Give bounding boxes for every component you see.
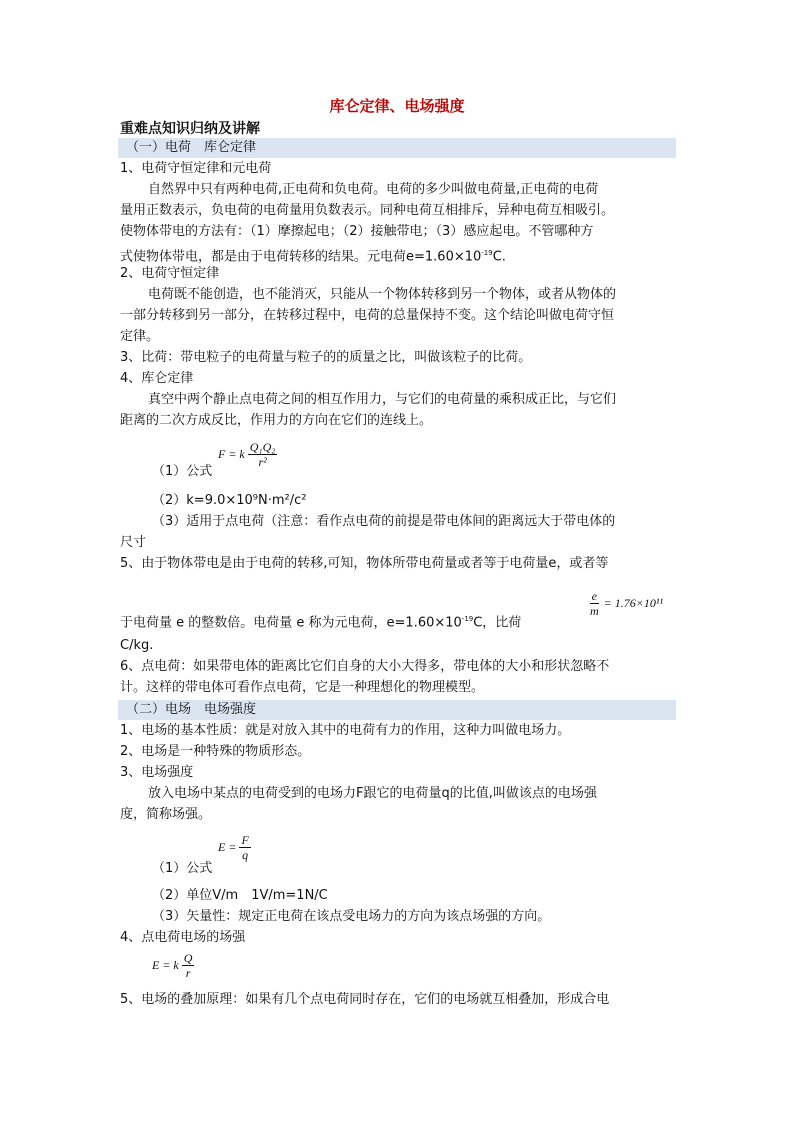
- formula-fraction: [588, 589, 601, 618]
- field-item-5: 5、电场的叠加原理：如果有几个点电荷同时存在，它们的电场就互相叠加，形成合电: [120, 992, 610, 1007]
- coulomb-law-formula: [218, 440, 277, 469]
- field-strength-formula: [218, 833, 251, 862]
- formula-numerator: Q₁Q₂: [249, 440, 276, 454]
- item-3-specific-charge: 3、比荷：带电粒子的电荷量与粒子的的质量之比，叫做该粒子的比荷。: [120, 350, 532, 365]
- subtitle: 重难点知识归纳及讲解: [120, 121, 260, 137]
- field-unit: （2）单位V/m 1V/m=1N/C: [152, 888, 328, 903]
- formula-numerator: Q: [183, 951, 193, 965]
- formula-numerator: F: [241, 833, 249, 847]
- paragraph-1-line-2: 量用正数表示，负电荷的电荷量用负数表示。同种电荷互相排斥，异种电荷互相吸引。: [120, 203, 615, 218]
- field-paragraph-line-2: 度，简称场强。: [120, 807, 212, 822]
- item-6-line-1: 6、点电荷：如果带电体的距离比它们自身的大小大得多，带电体的大小和形状忽略不: [120, 659, 610, 674]
- paragraph-2-line-1: 电荷既不能创造，也不能消灭，只能从一个物体转移到另一个物体，或者从物体的: [148, 287, 617, 302]
- unit-text: C.: [492, 249, 506, 265]
- item-5-line-1: 5、由于物体带电是由于电荷的转移,可知，物体所带电荷量或者等于电荷量e，或者等: [120, 556, 609, 571]
- item-5-line-2: [120, 610, 521, 632]
- paragraph-1-line-1: 自然界中只有两种电荷,正电荷和负电荷。电荷的多少叫做电荷量,正电荷的电荷: [148, 182, 599, 197]
- field-item-3-heading: 3、电场强度: [120, 765, 194, 780]
- coulomb-constant: （2）k=9.0×10⁹N·m²/c²: [152, 493, 307, 508]
- exponent: -19: [481, 249, 493, 257]
- formula-fraction: [182, 951, 195, 980]
- formula-denominator: m: [590, 604, 599, 618]
- paragraph-4-line-2: 距离的二次方成反比，作用力的方向在它们的连线上。: [120, 413, 433, 428]
- formula-denominator: q: [242, 848, 249, 862]
- paragraph-1-line-4: [120, 244, 506, 266]
- specific-charge-formula: [588, 589, 663, 618]
- formula-rhs: = 1.76×10¹¹: [603, 596, 664, 610]
- formula-lhs: F = k: [218, 447, 245, 461]
- formula-fraction: [239, 833, 250, 862]
- formula-numerator: e: [591, 589, 597, 603]
- field-paragraph-line-1: 放入电场中某点的电荷受到的电场力F跟它的电荷量q的比值,叫做该点的电场强: [148, 786, 597, 801]
- section-heading-charge: （一）电荷 库仑定律: [118, 138, 676, 158]
- paragraph-2-line-3: 定律。: [120, 329, 160, 344]
- formula-denominator: r: [185, 966, 191, 980]
- section-heading-field: （二）电场 电场强度: [118, 700, 676, 720]
- item-2-heading: 2、电荷守恒定律: [120, 266, 220, 281]
- paragraph-1-line-3: 使物体带电的方法有：（1）摩擦起电；（2）接触带电；（3）感应起电。不管哪种方: [120, 224, 594, 239]
- item-5-line-2-text: 于电荷量 e 的整数倍。电荷量 e 称为元电荷，e=1.60×10: [120, 615, 462, 631]
- exponent: -19: [461, 615, 474, 623]
- applicability-line-1: （3）适用于点电荷（注意：看作点电荷的前提是带电体间的距离远大于带电体的: [152, 514, 616, 529]
- paragraph-1-line-4-text: 式使物体带电，都是由于电荷转移的结果。元电荷e=1.60×10: [120, 249, 482, 265]
- applicability-line-2: 尺寸: [120, 535, 147, 550]
- field-vector-property: （3）矢量性：规定正电荷在该点受电场力的方向为该点场强的方向。: [152, 909, 551, 924]
- field-item-4-heading: 4、点电荷电场的场强: [120, 930, 246, 945]
- item-4-heading: 4、库仑定律: [120, 371, 194, 386]
- formula-denominator: r²: [258, 455, 267, 469]
- formula-lhs: E = k: [152, 958, 179, 972]
- item-6-line-2: 计。这样的带电体可看作点电荷，它是一种理想化的物理模型。: [120, 680, 485, 695]
- paragraph-4-line-1: 真空中两个静止点电荷之间的相互作用力，与它们的电荷量的乘积成正比，与它们: [148, 392, 617, 407]
- point-charge-field-formula: [152, 951, 194, 980]
- field-formula-label: （1）公式: [152, 861, 213, 876]
- item-5-line-3: C/kg.: [120, 638, 154, 653]
- item-5-line-2-end: C，比荷: [473, 615, 522, 631]
- item-1-heading: 1、电荷守恒定律和元电荷: [120, 161, 272, 176]
- formula-fraction: [248, 440, 278, 469]
- field-item-2: 2、电场是一种特殊的物质形态。: [120, 744, 311, 759]
- field-item-1: 1、电场的基本性质：就是对放入其中的电荷有力的作用，这种力叫做电场力。: [120, 723, 571, 738]
- paragraph-2-line-2: 一部分转移到另一部分，在转移过程中，电荷的总量保持不变。这个结论叫做电荷守恒: [120, 308, 615, 323]
- coulomb-formula-label: （1）公式: [152, 464, 213, 479]
- formula-lhs: E =: [218, 840, 237, 854]
- page-title: 库仑定律、电场强度: [329, 97, 465, 115]
